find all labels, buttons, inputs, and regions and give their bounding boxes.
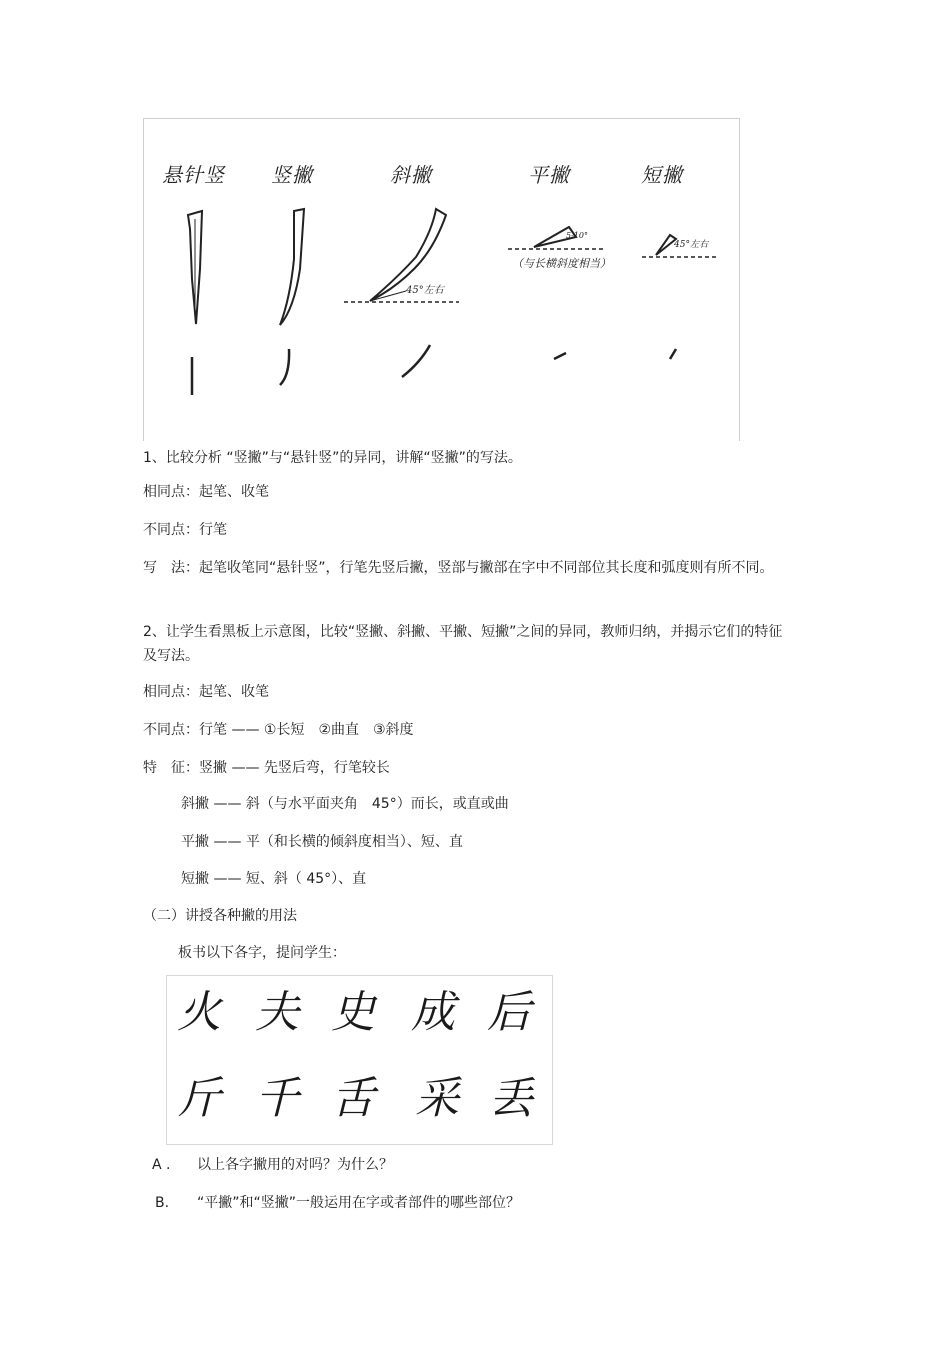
paragraph-4: 写 法：起笔收笔同“悬针竖”，行笔先竖后撇，竖部与撇部在字中不同部位其长度和弧度则有所不同。 bbox=[143, 560, 774, 576]
paragraph-2: 相同点：起笔、收笔 bbox=[143, 484, 269, 500]
sample-xiepie bbox=[402, 345, 430, 377]
label-xiepie: 斜撇 bbox=[390, 163, 432, 187]
sample-pingpie bbox=[554, 353, 566, 359]
char-r1-3: 史 bbox=[331, 987, 375, 1038]
paragraph-6: 相同点：起笔、收笔 bbox=[143, 684, 269, 700]
paragraph-1: 1、比较分析 “竖撇”与“悬针竖”的异同，讲解“竖撇”的写法。 bbox=[143, 450, 522, 466]
label-pingpie: 平撇 bbox=[528, 163, 570, 187]
duanpie-outline bbox=[656, 235, 676, 255]
paragraph-11: 短撇 —— 短、斜（ 45°）、直 bbox=[181, 871, 367, 887]
character-figure bbox=[166, 975, 553, 1145]
angle-label-flat: 5-10° bbox=[566, 231, 588, 240]
char-r1-1: 火 bbox=[177, 987, 221, 1038]
char-r2-2: 千 bbox=[255, 1073, 299, 1124]
question-b-text: “平撇”和“竖撇”一般运用在字或者部件的哪些部位？ bbox=[197, 1195, 521, 1211]
label-shupie: 竖撇 bbox=[271, 163, 313, 187]
angle-label-oblique: 45°左右 bbox=[406, 285, 444, 296]
char-r1-5: 后 bbox=[487, 987, 531, 1038]
sample-duanpie bbox=[670, 349, 676, 359]
paragraph-10: 平撇 —— 平（和长横的倾斜度相当）、短、直 bbox=[181, 834, 463, 850]
label-xuanzhenshu: 悬针竖 bbox=[162, 163, 225, 187]
label-duanpie: 短撇 bbox=[641, 163, 683, 187]
char-r2-4: 采 bbox=[415, 1073, 459, 1124]
section-heading: （二）讲授各种撇的用法 bbox=[143, 908, 297, 924]
shupie-outline bbox=[280, 209, 304, 325]
paragraph-3: 不同点：行笔 bbox=[143, 522, 227, 538]
stroke-diagram-figure bbox=[143, 118, 740, 441]
question-a-label: A . bbox=[152, 1157, 171, 1173]
paragraph-9: 斜撇 —— 斜（与水平面夹角 45°）而长，或直或曲 bbox=[181, 796, 509, 812]
char-r2-3: 舌 bbox=[331, 1073, 375, 1124]
char-r1-2: 夫 bbox=[255, 987, 299, 1038]
paragraph-5: 2、让学生看黑板上示意图，比较“竖撇、斜撇、平撇、短撇”之间的异同，教师归纳，并揭示它们的特征及写法。 bbox=[143, 624, 783, 664]
question-a-text: 以上各字撇用的对吗？为什么？ bbox=[197, 1157, 393, 1173]
char-r2-1: 斤 bbox=[177, 1073, 221, 1124]
char-r2-5: 丢 bbox=[489, 1073, 533, 1124]
flat-note: （与长横斜度相当） bbox=[512, 257, 611, 270]
question-b-label: B. bbox=[155, 1195, 170, 1211]
paragraph-8: 特 征：竖撇 —— 先竖后弯，行笔较长 bbox=[143, 760, 390, 776]
angle-label-short: 45°左右 bbox=[674, 240, 708, 250]
paragraph-7: 不同点：行笔 —— ①长短 ②曲直 ③斜度 bbox=[143, 722, 414, 738]
paragraph-13: 板书以下各字，提问学生： bbox=[178, 945, 346, 961]
char-r1-4: 成 bbox=[411, 987, 455, 1038]
sample-shupie bbox=[280, 349, 289, 385]
